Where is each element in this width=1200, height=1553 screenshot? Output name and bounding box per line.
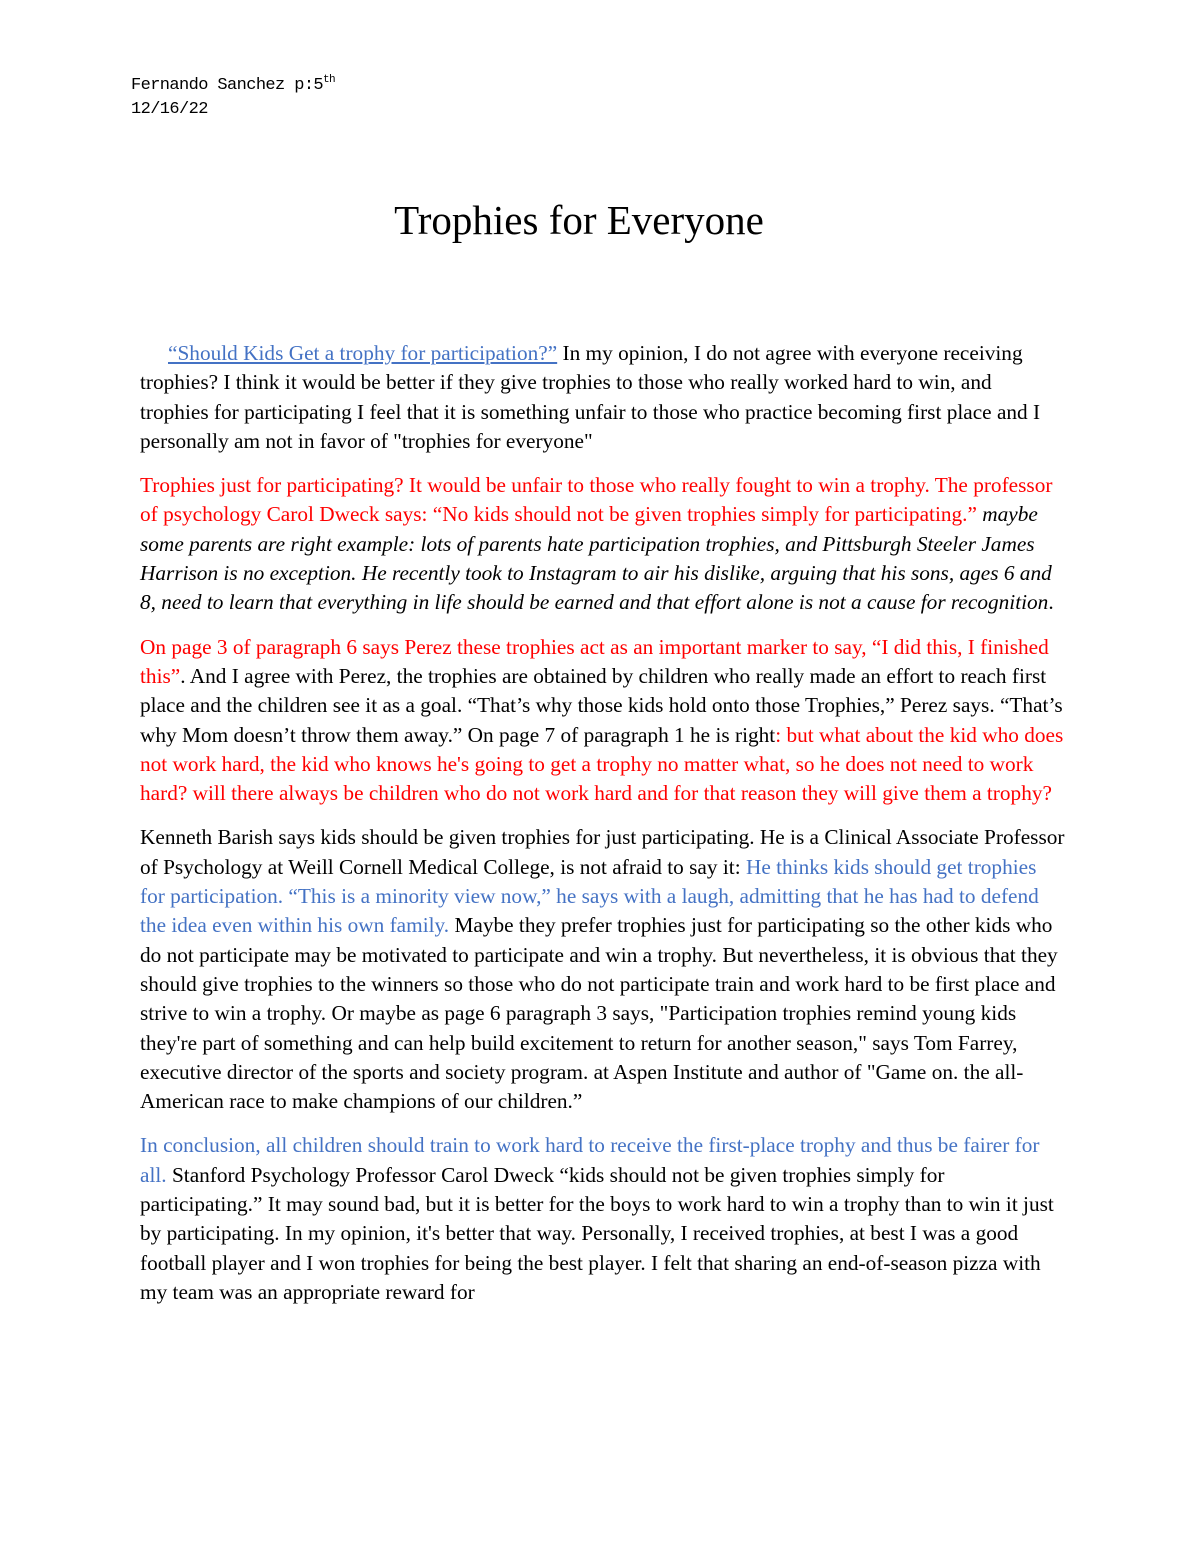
paragraph-5 [140,1131,1065,1307]
paragraph-3 [140,633,1065,809]
paragraph-2-red-text: Trophies just for participating? It would be unfair to those who really fought to win a trophy. The professor of psychology Carol Dweck says: “No kids should not be given trophies simply for participating.” [140,473,1053,527]
paragraph-2 [140,471,1065,617]
source-link[interactable]: “Should Kids Get a trophy for participation?” [168,341,558,365]
paragraph-4-text-2: Maybe they prefer trophies just for participating so the other kids who do not participate may be motivated to participate and win a trophy. But nevertheless, it is obvious that they should give trophies to the winners so those who do not participate train and work hard to be first place and strive to win a trophy. Or maybe as page 6 paragraph 3 says, "Participation trophies remind young kids they're part of something and can help build excitement to return for another season," says Tom Farrey, executive director of the sports and society program. at Aspen Institute and author of "Game on. the all-American race to make champions of our children.” [140,913,1058,1114]
paragraph-2-italic-text: maybe some parents are right example: lots of parents hate participation trophies, and Pittsburgh Steeler James Harrison is no exception. He recently took to Instagram to air his dislike, arguing that his sons, ages 6 and 8, need to learn that everything in life should be earned and that effort alone is not a cause for recognition [140,502,1052,615]
paragraph-4 [140,823,1065,1116]
period-superscript: th [323,74,336,86]
date: 12/16/22 [131,100,208,119]
essay-body [140,339,1065,1322]
student-name-line [131,74,335,98]
paragraph-2-end: . [1048,590,1054,615]
student-name: Fernando Sanchez p:5 [131,76,324,95]
student-header [131,74,335,122]
paragraph-3-red-text-2: : but what about the kid who does not work hard, the kid who knows he's going to get a trophy no matter what, so he does not need to work hard? will there always be children who do not work hard and for that reason they will give them a trophy? [140,722,1064,806]
paragraph-5-blue-text: In conclusion, all children should train to work hard to receive the first-place trophy and thus be fairer for all. [140,1133,1040,1187]
paragraph-5-text: Stanford Psychology Professor Carol Dweck “kids should not be given trophies simply for participating.” It may sound bad, but it is better for the boys to work hard to win a trophy than to win it just by participating. In my opinion, it's better that way. Personally, I received trophies, at best I was a good football player and I won trophies for being the best player. I felt that sharing an end-of-season pizza with my team was an appropriate reward for [140,1162,1054,1304]
paragraph-1-text: In my opinion, I do not agree with everyone receiving trophies? I think it would be better if they give trophies to those who really worked hard to win, and trophies for participating I feel that it is something unfair to those who practice becoming first place and I personally am not in favor of "trophies for everyone" [140,341,1041,453]
paragraph-3-text: . And I agree with Perez, the trophies are obtained by children who really made an effort to reach first place and the children see it as a goal. “That’s why those kids hold onto those Trophies,” Perez says. “That’s why Mom doesn’t throw them away.” On page 7 of paragraph 1 he is right [140,663,1063,747]
paragraph-4-text-1: Kenneth Barish says kids should be given trophies for just participating. He is a Clinical Associate Professor of Psychology at Weill Cornell Medical College, is not afraid to say it: [140,825,1065,879]
paragraph-1 [140,339,1065,456]
paragraph-4-blue-text: He thinks kids should get trophies for participation. “This is a minority view now,” he says with a laugh, admitting that he has had to defend the idea even within his own family. [140,854,1039,938]
document-title: Trophies for Everyone [394,197,764,243]
paragraph-3-red-text-1: On page 3 of paragraph 6 says Perez these trophies act as an important marker to say, “I did this, I finished this” [140,634,1049,688]
